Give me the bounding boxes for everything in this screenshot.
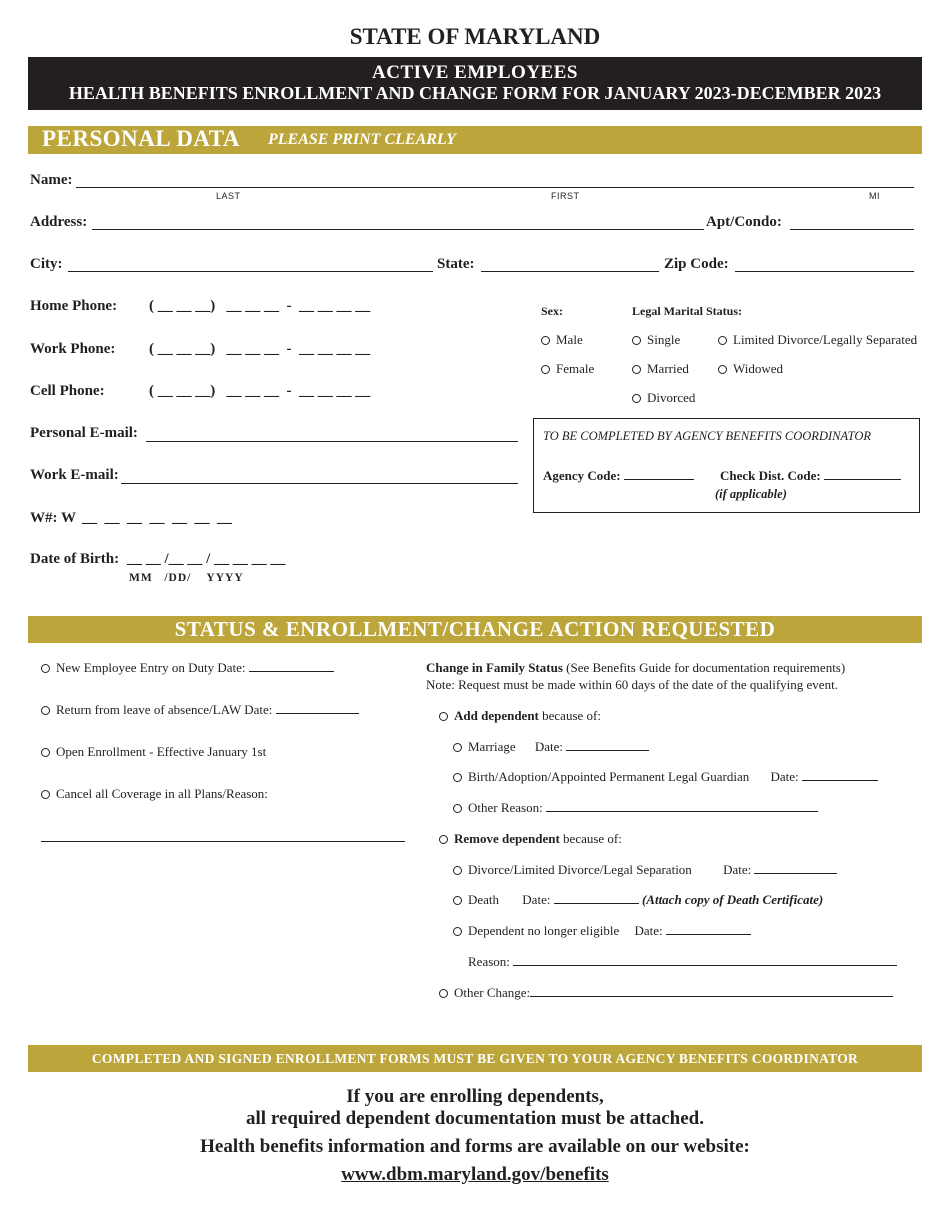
personal-data-title: PERSONAL DATA — [42, 126, 240, 151]
ineligible-reason-field[interactable] — [513, 954, 897, 966]
status-section-title: STATUS & ENROLLMENT/CHANGE ACTION REQUESTED — [174, 617, 776, 641]
dob-field[interactable]: __ __ /__ __ / __ __ __ __ — [127, 551, 286, 567]
entry-date-field[interactable] — [249, 660, 334, 672]
state-field[interactable] — [481, 271, 659, 272]
divorce-date-field[interactable] — [754, 862, 837, 874]
death-option[interactable]: Death Date: (Attach copy of Death Certificate) — [453, 892, 823, 908]
radio-icon — [718, 336, 727, 345]
other-reason-option[interactable]: Other Reason: — [453, 800, 818, 816]
marriage-date-field[interactable] — [566, 739, 649, 751]
birth-date-field[interactable] — [802, 769, 878, 781]
personal-data-header — [28, 126, 922, 154]
w-number-field[interactable]: __ __ __ __ __ __ __ — [82, 510, 232, 526]
personal-email-label: Personal E-mail: — [30, 425, 138, 441]
radio-icon — [718, 365, 727, 374]
no-longer-eligible-option[interactable]: Dependent no longer eligible Date: — [453, 923, 751, 939]
sex-label: Sex: — [541, 304, 563, 318]
ineligible-reason-row: Reason: — [468, 954, 897, 970]
add-dependent-option[interactable]: Add dependent because of: — [439, 708, 601, 724]
form-title-line1: ACTIVE EMPLOYEES — [372, 62, 578, 83]
sex-option-male[interactable]: Male — [541, 332, 583, 348]
marital-status-label: Legal Marital Status: — [632, 304, 742, 318]
cancel-reason-field[interactable] — [41, 841, 405, 842]
state-label: State: — [437, 256, 475, 272]
agency-coordinator-box — [533, 418, 920, 513]
name-first-caption: FIRST — [551, 191, 580, 201]
cell-phone-label: Cell Phone: — [30, 383, 105, 399]
cancel-coverage-option[interactable]: Cancel all Coverage in all Plans/Reason: — [41, 786, 268, 802]
apt-field[interactable] — [790, 229, 914, 230]
marital-option-married[interactable]: Married — [632, 361, 689, 377]
form-state-title: STATE OF MARYLAND — [349, 24, 601, 49]
check-dist-code-field[interactable] — [824, 468, 901, 480]
footer-website-row — [0, 1164, 950, 1186]
work-phone-field[interactable]: ( __ __ __) __ __ __ - __ __ __ __ — [149, 341, 371, 357]
radio-icon — [541, 365, 550, 374]
radio-icon — [453, 743, 462, 752]
zip-field[interactable] — [735, 271, 914, 272]
footer-website-text: Health benefits information and forms are available on our website: — [200, 1136, 750, 1157]
form-title-line2: HEALTH BENEFITS ENROLLMENT AND CHANGE FORM FOR JANUARY 2023-DECEMBER 2023 — [68, 83, 882, 103]
radio-icon — [453, 804, 462, 813]
benefits-website-link[interactable]: www.dbm.maryland.gov/benefits — [341, 1164, 609, 1185]
family-status-heading: Change in Family Status (See Benefits Guide for documentation requirements) — [426, 660, 846, 675]
dob-label: Date of Birth: — [30, 551, 120, 567]
w-number-label: W#: W — [30, 510, 76, 526]
ineligible-date-field[interactable] — [666, 923, 751, 935]
radio-icon — [439, 989, 448, 998]
family-status-note: Note: Request must be made within 60 days of the date of the qualifying event. — [426, 677, 838, 692]
marital-option-limited-divorce[interactable]: Limited Divorce/Legally Separated — [718, 332, 917, 348]
radio-icon — [439, 835, 448, 844]
remove-dependent-option[interactable]: Remove dependent because of: — [439, 831, 622, 847]
agency-box-title: TO BE COMPLETED BY AGENCY BENEFITS COORDINATOR — [543, 429, 872, 443]
if-applicable-note: (if applicable) — [715, 487, 787, 501]
name-field[interactable] — [76, 187, 914, 188]
print-clearly-note: PLEASE PRINT CLEARLY — [268, 131, 456, 148]
radio-icon — [41, 790, 50, 799]
zip-label: Zip Code: — [664, 256, 729, 272]
radio-icon — [453, 896, 462, 905]
footer-dependents-line1: If you are enrolling dependents, — [346, 1086, 604, 1107]
address-label: Address: — [30, 214, 88, 230]
work-phone-label: Work Phone: — [30, 341, 116, 357]
personal-email-field[interactable] — [146, 441, 518, 442]
marriage-option[interactable]: Marriage Date: — [453, 739, 649, 755]
sex-option-female[interactable]: Female — [541, 361, 594, 377]
radio-icon — [632, 336, 641, 345]
radio-icon — [41, 706, 50, 715]
work-email-label: Work E-mail: — [30, 467, 119, 483]
name-last-caption: LAST — [216, 191, 241, 201]
radio-icon — [41, 748, 50, 757]
radio-icon — [632, 394, 641, 403]
check-dist-code-label: Check Dist. Code: — [720, 468, 901, 484]
apt-label: Apt/Condo: — [706, 214, 782, 230]
radio-icon — [632, 365, 641, 374]
cell-phone-field[interactable]: ( __ __ __) __ __ __ - __ __ __ __ — [149, 383, 371, 399]
status-section-header — [28, 616, 922, 643]
other-change-field[interactable] — [530, 985, 893, 997]
other-change-option[interactable]: Other Change: — [439, 985, 893, 1001]
agency-code-field[interactable] — [624, 468, 694, 480]
home-phone-label: Home Phone: — [30, 298, 118, 314]
marital-option-divorced[interactable]: Divorced — [632, 390, 695, 406]
death-date-field[interactable] — [554, 892, 639, 904]
radio-icon — [453, 927, 462, 936]
marital-option-single[interactable]: Single — [632, 332, 680, 348]
name-mi-caption: MI — [869, 191, 880, 201]
death-certificate-note: (Attach copy of Death Certificate) — [641, 892, 824, 907]
marital-option-widowed[interactable]: Widowed — [718, 361, 783, 377]
open-enrollment-option[interactable]: Open Enrollment - Effective January 1st — [41, 744, 266, 760]
name-label: Name: — [30, 172, 73, 188]
return-leave-option[interactable]: Return from leave of absence/LAW Date: — [41, 702, 359, 718]
radio-icon — [41, 664, 50, 673]
footer-notice-text: COMPLETED AND SIGNED ENROLLMENT FORMS MUST BE GIVEN TO YOUR AGENCY BENEFITS COORDINATOR — [91, 1051, 859, 1066]
city-field[interactable] — [68, 271, 433, 272]
new-employee-option[interactable]: New Employee Entry on Duty Date: — [41, 660, 334, 676]
other-reason-field[interactable] — [546, 800, 818, 812]
radio-icon — [541, 336, 550, 345]
return-date-field[interactable] — [276, 702, 359, 714]
home-phone-field[interactable]: ( __ __ __) __ __ __ - __ __ __ __ — [149, 298, 371, 314]
agency-code-label: Agency Code: — [543, 468, 694, 484]
footer-notice-bar — [28, 1045, 922, 1072]
form-title-banner — [28, 57, 922, 110]
work-email-field[interactable] — [121, 483, 518, 484]
address-field[interactable] — [92, 229, 704, 230]
radio-icon — [453, 773, 462, 782]
footer-dependents-line2: all required dependent documentation must be attached. — [246, 1108, 704, 1129]
radio-icon — [453, 866, 462, 875]
dob-format-caption: MM /DD/ YYYY — [129, 572, 244, 584]
birth-adoption-option[interactable]: Birth/Adoption/Appointed Permanent Legal Guardian Date: — [453, 769, 878, 785]
radio-icon — [439, 712, 448, 721]
divorce-option[interactable]: Divorce/Limited Divorce/Legal Separation Date: — [453, 862, 837, 878]
city-label: City: — [30, 256, 63, 272]
